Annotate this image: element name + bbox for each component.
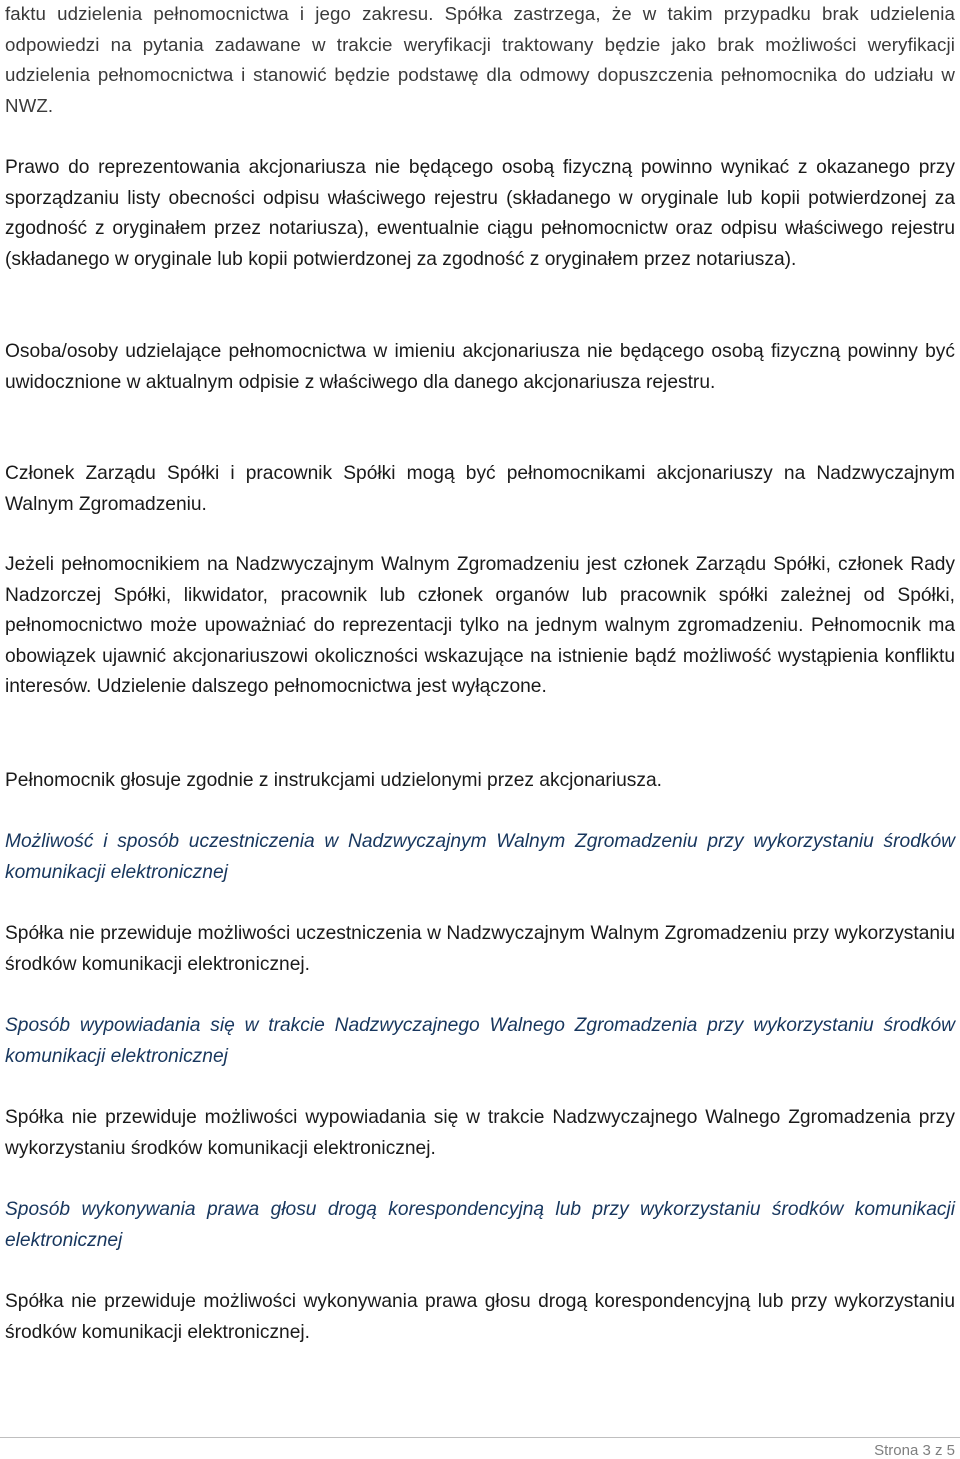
total-pages-number: 5 — [946, 1442, 955, 1459]
current-page-number: 3 — [922, 1442, 931, 1459]
paragraph-electronic-speaking: Spółka nie przewiduje możliwości wypowiadania się w trakcie Nadzwyczajnego Walnego Zgromadzenia przy wykorzystaniu środków komunikacji elektronicznej. — [5, 1107, 955, 1159]
heading-electronic-participation: Możliwość i sposób uczestniczenia w Nadzwyczajnym Walnym Zgromadzeniu przy wykorzystaniu środków komunikacji elektronicznej — [5, 831, 955, 883]
paragraph-legal-entity-representation: Prawo do reprezentowania akcjonariusza nie będącego osobą fizyczną powinno wynikać z okazanego przy sporządzaniu listy obecności odpisu właściwego rejestru (składanego w oryginale lub kopii potwierdzonej za zgodność z oryginałem przez notariusza), ewentualnie ciągu pełnomocnictw oraz odpisu właściwego rejestru (składanego w oryginale lub kopii potwierdzonej za zgodność z oryginałem przez notariusza). — [5, 157, 955, 270]
page-separator: z — [934, 1442, 943, 1459]
paragraph-correspondence-voting: Spółka nie przewiduje możliwości wykonywania prawa głosu drogą korespondencyjną lub przy wykorzystaniu środków komunikacji elektronicznej. — [5, 1291, 955, 1343]
paragraph-verification-refusal: faktu udzielenia pełnomocnictwa i jego zakresu. Spółka zastrzega, że w takim przypadku brak udzielenia odpowiedzi na pytania zadawane w trakcie weryfikacji traktowany będzie jako brak możliwości weryfikacji udzielenia pełnomocnictwa i stanowić będzie podstawę dla odmowy dopuszczenia pełnomocnika do udziału w NWZ. — [5, 3, 955, 116]
heading-correspondence-voting: Sposób wykonywania prawa głosu drogą korespondencyjną lub przy wykorzystaniu środków komunikacji elektronicznej — [5, 1199, 955, 1251]
paragraph-proxy-restrictions: Jeżeli pełnomocnikiem na Nadzwyczajnym Walnym Zgromadzeniu jest członek Zarządu Spółki, członek Rady Nadzorczej Spółki, likwidator, pracownik lub członek organów lub pracownik spółki zależnej od Spółki, pełnomocnictwo może upoważniać do reprezentacji tylko na jednym walnym zgromadzeniu. Pełnomocnik ma obowiązek ujawnić akcjonariuszowi okoliczności wskazujące na istnienie bądź możliwość wystąpienia konfliktu interesów. Udzielenie dalszego pełnomocnictwa jest wyłączone. — [5, 554, 955, 698]
page-number-footer — [874, 1443, 955, 1459]
paragraph-authorizing-persons: Osoba/osoby udzielające pełnomocnictwa w imieniu akcjonariusza nie będącego osobą fizyczną powinny być uwidocznione w aktualnym odpisie z właściwego dla danego akcjonariusza rejestru. — [5, 341, 955, 393]
page-label: Strona — [874, 1442, 919, 1459]
paragraph-board-member-proxy: Członek Zarządu Spółki i pracownik Spółki mogą być pełnomocnikami akcjonariuszy na Nadzwyczajnym Walnym Zgromadzeniu. — [5, 463, 955, 515]
heading-electronic-speaking: Sposób wypowiadania się w trakcie Nadzwyczajnego Walnego Zgromadzenia przy wykorzystaniu środków komunikacji elektronicznej — [5, 1015, 955, 1067]
paragraph-electronic-participation: Spółka nie przewiduje możliwości uczestniczenia w Nadzwyczajnym Walnym Zgromadzeniu przy wykorzystaniu środków komunikacji elektronicznej. — [5, 923, 955, 975]
footer-divider — [0, 1437, 960, 1438]
paragraph-proxy-voting-instructions: Pełnomocnik głosuje zgodnie z instrukcjami udzielonymi przez akcjonariusza. — [5, 770, 662, 791]
